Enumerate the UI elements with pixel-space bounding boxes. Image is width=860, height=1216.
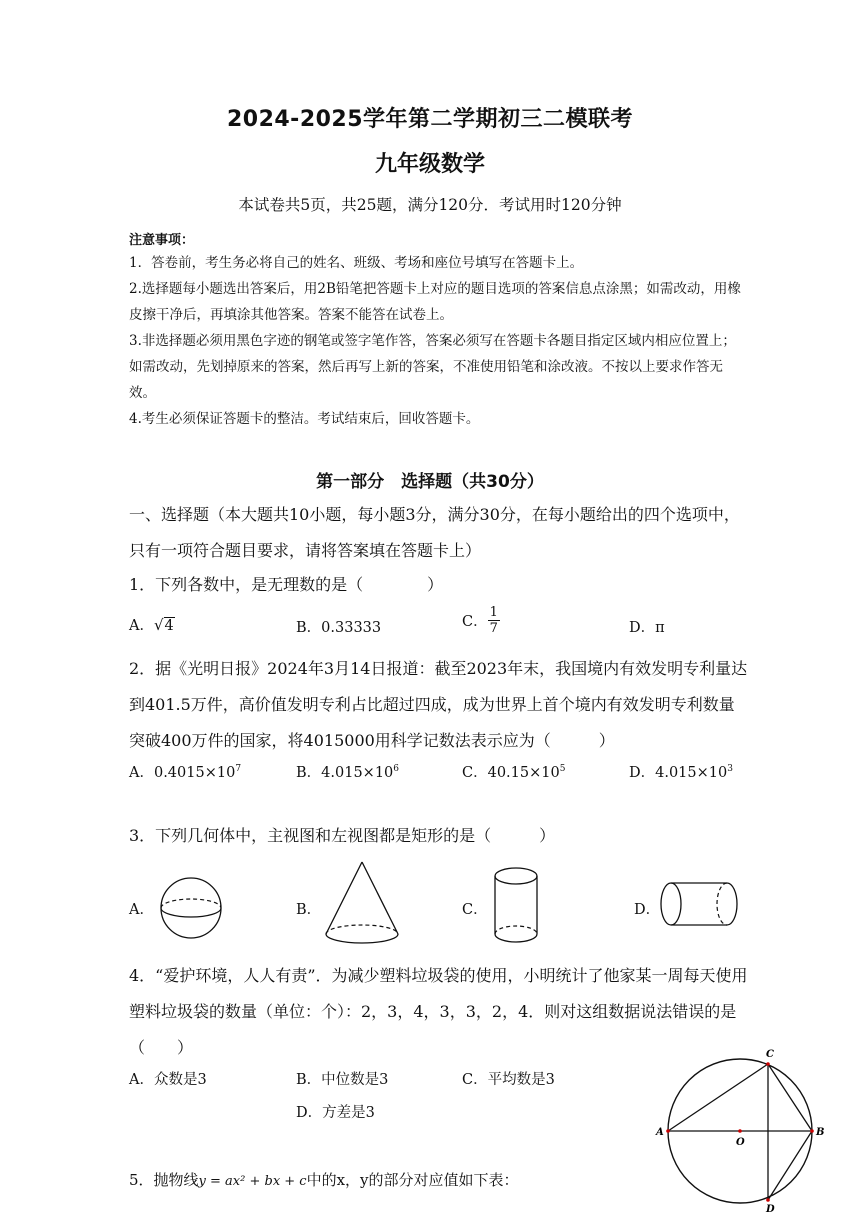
note-item-2: 2.选择题每小题选出答案后，用2B铅笔把答题卡上对应的题目选项的答案信息点涂黑；如需改动，用橡皮擦干净后，再填涂其他答案。答案不能答在试卷上。 [129,281,741,323]
notes-heading: 注意事项： [129,233,195,248]
q1-option-c-label: C． [462,614,488,630]
q4-option-a: A．众数是3 [129,1072,207,1088]
sqrt-symbol: √ [153,616,164,634]
label-d: D [766,1204,775,1215]
q3-option-d-label: D． [634,902,661,918]
q1-stem: 1．下列各数中，是无理数的是（ ） [129,575,444,594]
q2-option-c-text: C．40.15×10 [462,765,560,781]
q2-option-d-text: D．4.015×10 [629,765,728,781]
label-o: O [736,1137,745,1148]
label-c: C [766,1049,774,1060]
q2-option-b-text: B．4.015×10 [296,765,394,781]
q3-option-a-label: A． [129,902,154,918]
q3-stem: 3．下列几何体中，主视图和左视图都是矩形的是（ ） [129,826,556,845]
q2-option-b-exponent: 6 [393,764,400,775]
label-a: A [656,1127,664,1138]
q5-formula: y = ax² + bx + c [198,1174,307,1189]
q1-option-b: B．0.33333 [296,620,382,636]
section-instruction: 一、选择题（本大题共10小题，每小题3分，满分30分，在每小题给出的四个选项中，只有一项符合题目要求，请将答案填在答题卡上） [129,505,740,560]
section-title: 第一部分 选择题（共30分） [316,472,544,492]
q2-option-a [129,761,241,782]
cone-figure [318,858,406,950]
q5-stem [129,1162,569,1200]
q2-option-a-exponent: 7 [235,764,242,775]
note-item-3: 3.非选择题必须用黑色字迹的钢笔或签字笔作答，答案必须写在答题卡各题目指定区域内相应位置上；如需改动，先划掉原来的答案，然后再写上新的答案，不准使用铅笔和涂改液。不按以上要求作答无效。 [129,333,736,401]
q5-prefix: 5．抛物线 [129,1171,199,1189]
q1-option-c-numerator: 1 [489,605,498,620]
q1-option-c-denominator: 7 [489,621,498,636]
q1-option-a-value: 4 [164,618,174,634]
label-b: B [816,1127,825,1138]
sphere-figure [155,872,227,944]
exam-title: 2024-2025学年第二学期初三二模联考 [226,107,634,132]
q4-stem: 4．“爱护环境，人人有责”．为减少塑料垃圾袋的使用，小明统计了他家某一周每天使用塑料垃圾袋的数量（单位：个）：2，3，4，3，3，2，4．则对这组数据说法错误的是（ ） [129,966,748,1057]
horizontal-cylinder-figure [655,878,745,930]
q1-option-c [462,605,500,636]
q2-option-d [629,761,733,782]
q2-option-a-text: A．0.4015×10 [129,765,236,781]
exam-subject: 九年级数学 [374,152,485,177]
q2-stem: 2．据《光明日报》2024年3月14日报道：截至2023年末，我国境内有效发明专利量达到401.5万件，高价值发明专利占比超过四成，成为世界上首个境内有效发明专利数量突破400万件的国家，将4015000用科学记数法表示应为（ ） [129,659,748,750]
q1-option-c-fraction [488,605,500,636]
exam-info: 本试卷共5页，共25题，满分120分．考试用时120分钟 [238,196,622,214]
q4-option-d: D．方差是3 [296,1105,375,1121]
note-item-1: 1．答卷前，考生务必将自己的姓名、班级、考场和座位号填写在答题卡上。 [129,255,584,271]
q1-option-a-label: A． [129,618,154,634]
q3-option-b-label: B． [296,902,322,918]
circle-geometry-figure [650,1045,830,1215]
cylinder-figure [490,864,542,948]
q2-option-c [462,761,565,782]
q2-option-c-exponent: 5 [559,764,566,775]
q3-option-c-label: C． [462,902,488,918]
q4-option-b: B．中位数是3 [296,1072,389,1088]
q2-option-d-exponent: 3 [727,764,733,775]
q1-option-d: D．π [629,620,665,636]
note-item-4: 4.考生必须保证答题卡的整洁。考试结束后，回收答题卡。 [129,411,480,427]
q5-suffix: 中的x，y的部分对应值如下表： [306,1171,519,1189]
q4-option-c: C．平均数是3 [462,1072,555,1088]
q1-option-a [129,614,175,635]
q2-option-b [296,761,399,782]
